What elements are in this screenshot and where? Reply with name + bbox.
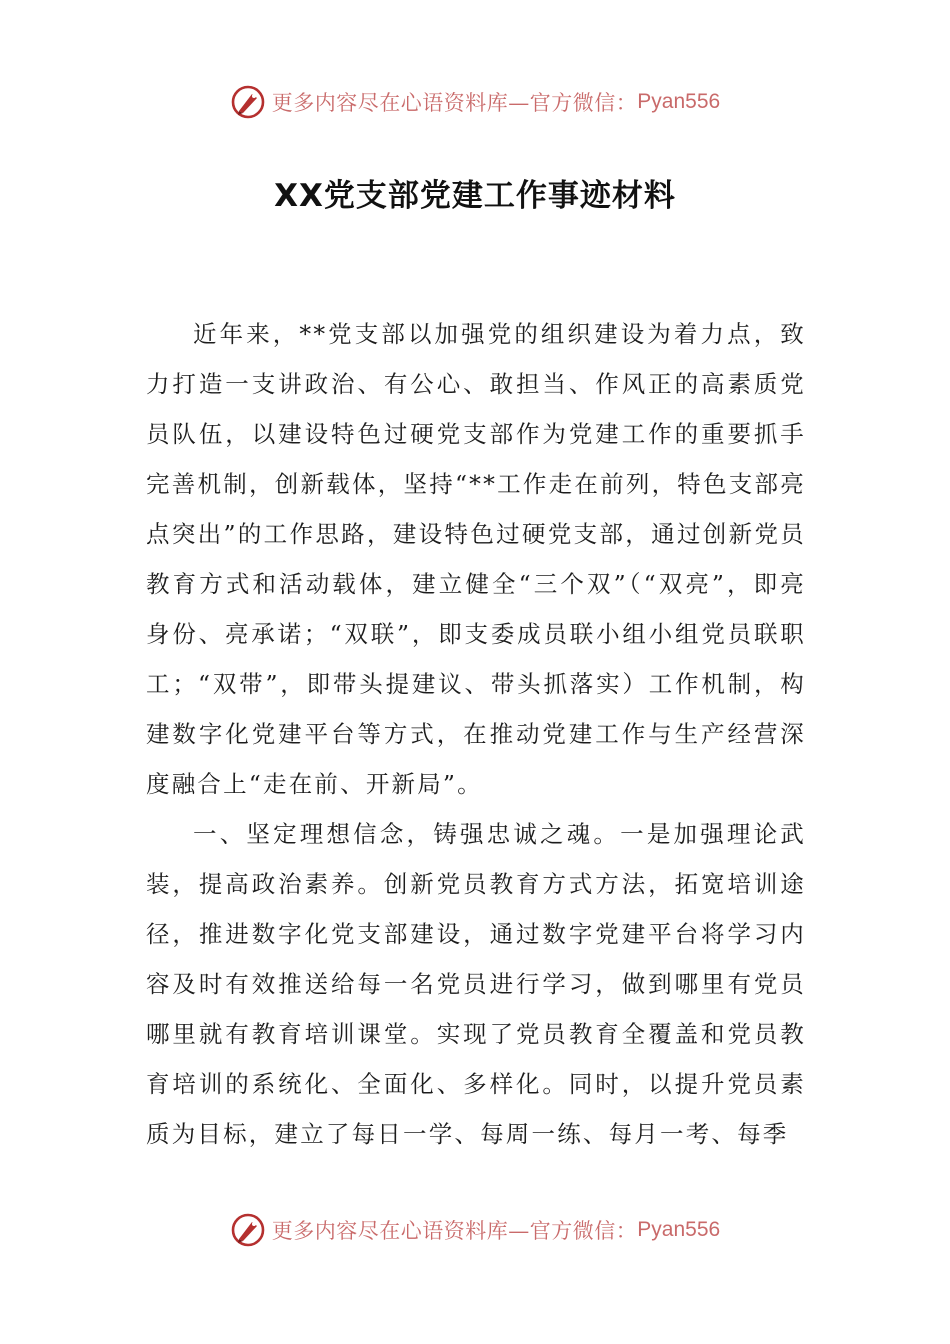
document-title: XX党支部党建工作事迹材料 [274,178,676,214]
pen-nib-circle-logo-icon [230,1212,266,1248]
pen-nib-circle-logo-icon [230,84,266,120]
bottom-watermark-banner [0,1208,950,1252]
banner-wechat-id: Pyan556 [637,90,721,113]
paragraph-intro: 近年来，**党支部以加强党的组织建设为着力点，致力打造一支讲政治、有公心、敢担当、作风正的高素质党员队伍，以建设特色过硬党支部作为党建工作的重要抓手完善机制，创新载体，坚持“**工作走在前列，特色支部亮点突出”的工作思路，建设特色过硬党支部，通过创新党员教育方式和活动载体，建立健全“三个双”（“双亮”，即亮身份、亮承诺；“双联”，即支委成员联小组小组党员联职工；“双带”，即带头提建议、带头抓落实）工作机制，构建数字化党建平台等方式，在推动党建工作与生产经营深度融合上“走在前、开新局”。 [146,320,806,798]
document-body [146,309,806,1159]
paragraph-section-one: 一、坚定理想信念，铸强忠诚之魂。一是加强理论武装，提高政治素养。创新党员教育方式方法，拓宽培训途径，推进数字化党支部建设，通过数字党建平台将学习内容及时有效推送给每一名党员进行学习，做到哪里有党员哪里就有教育培训课堂。实现了党员教育全覆盖和党员教育培训的系统化、全面化、多样化。同时，以提升党员素质为目标，建立了每日一学、每周一练、每月一考、每季 [146,820,806,1148]
banner-text: 更多内容尽在心语资料库—官方微信： [271,91,638,115]
banner-wechat-id: Pyan556 [637,1218,721,1241]
top-watermark-banner [0,80,950,124]
banner-text: 更多内容尽在心语资料库—官方微信： [271,1219,638,1243]
